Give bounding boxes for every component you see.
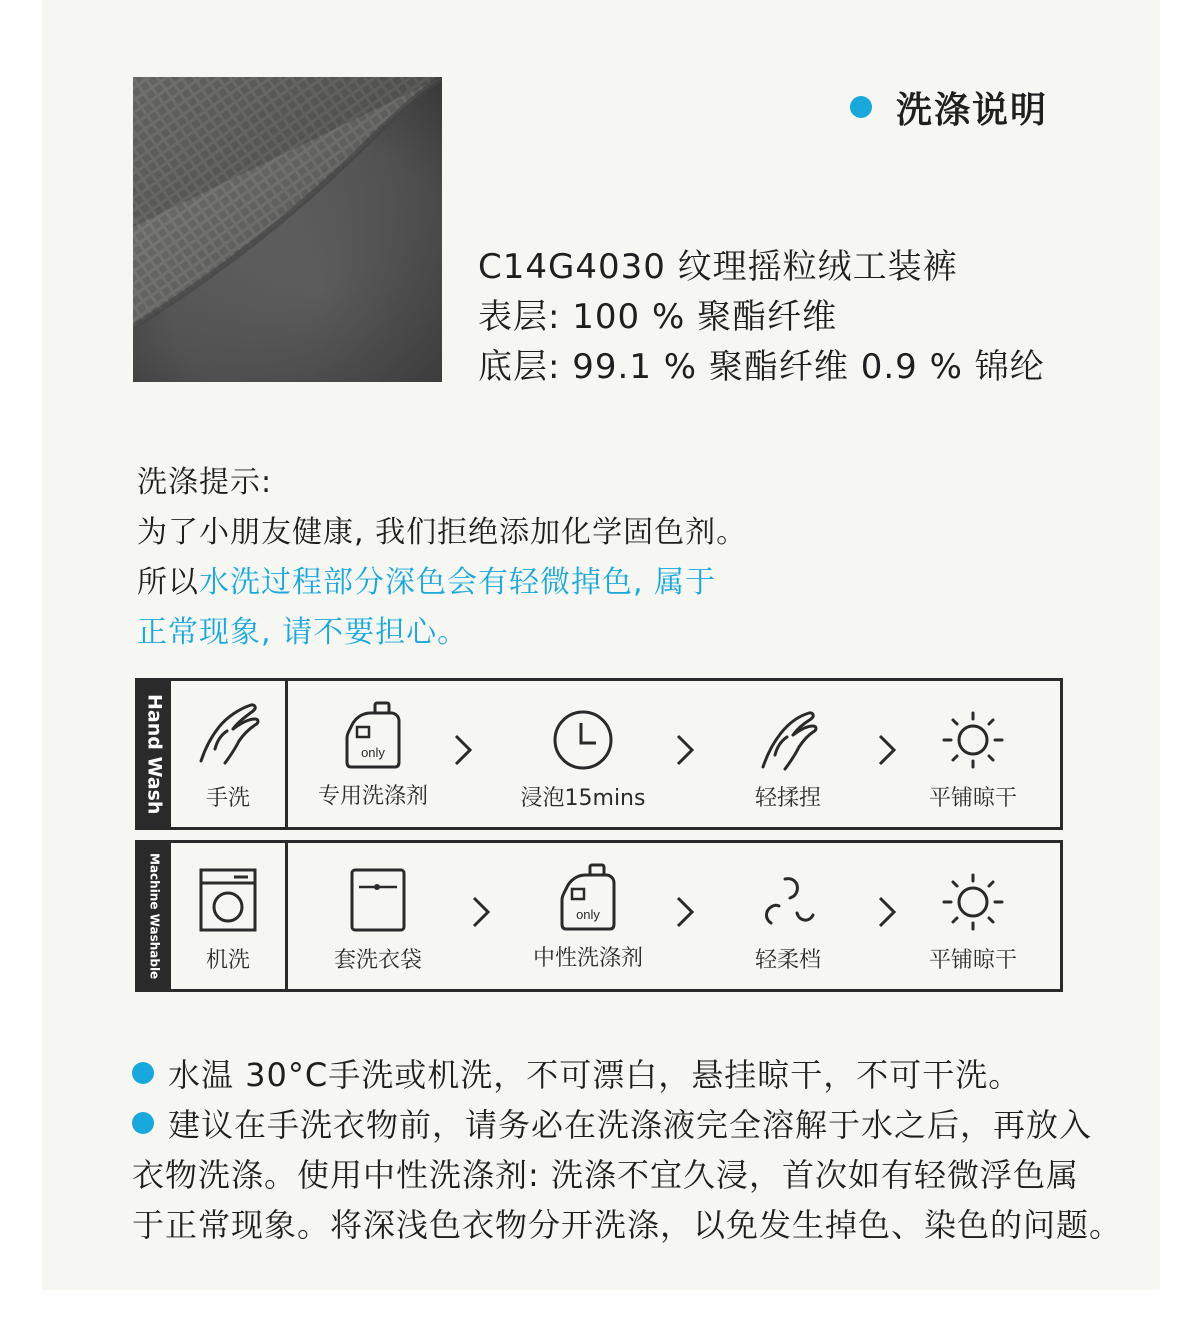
detergent-bottle-icon <box>345 701 401 769</box>
step-label: 平铺晾干 <box>928 948 1017 973</box>
detergent-bottle-icon <box>560 863 616 931</box>
surface-composition: 表层: 100 % 聚酯纤维 <box>478 297 838 337</box>
machine-wash-row <box>135 840 1063 992</box>
hand-icon <box>193 701 263 767</box>
note-line-2-text: 建议在手洗衣物前，请务必在洗涤液完全溶解于水之后，再放入 <box>168 1106 1093 1144</box>
step-label: 轻柔档 <box>754 948 821 973</box>
chevron-right-icon <box>452 733 474 767</box>
detergent-badge: only <box>576 907 600 922</box>
washing-machine-icon <box>198 867 258 933</box>
hand-step-dry-flat <box>908 711 1038 812</box>
machine-wash-side-label <box>138 843 171 989</box>
step-label: 套洗衣袋 <box>333 948 422 973</box>
chevron-right-icon <box>876 895 898 929</box>
product-name: C14G4030 纹理摇粒绒工装裤 <box>478 247 958 287</box>
step-label: 平铺晾干 <box>928 786 1017 811</box>
step-label: 浸泡15mins <box>520 786 646 811</box>
bullet-dot <box>132 1062 154 1084</box>
tips-line-3: 正常现象, 请不要担心。 <box>137 615 469 650</box>
section-title-text: 洗涤说明 <box>896 89 1049 131</box>
note-line-3: 衣物洗涤。使用中性洗涤剂: 洗涤不宜久浸，首次如有轻微浮色属 <box>132 1156 1079 1194</box>
detergent-badge: only <box>361 745 385 760</box>
machine-step-laundry-bag <box>313 867 443 974</box>
hand-wash-main-cell <box>171 681 288 827</box>
hand-wash-side-label <box>138 681 171 827</box>
machine-wash-side-text: Machine Washable <box>147 852 162 980</box>
machine-step-gentle <box>723 873 853 974</box>
hand-step-knead <box>723 709 853 812</box>
tips-heading: 洗涤提示: <box>137 465 273 500</box>
tips-line-1: 为了小朋友健康, 我们拒绝添加化学固色剂。 <box>137 515 748 550</box>
hand-wash-side-text: Hand Wash <box>143 693 166 815</box>
machine-wash-main-cell <box>171 843 288 989</box>
machine-step-dry-flat <box>908 873 1038 974</box>
chevron-right-icon <box>470 895 492 929</box>
section-title <box>850 82 1048 132</box>
note-line-4: 于正常现象。将深浅色衣物分开洗涤，以免发生掉色、染色的问题。 <box>132 1206 1123 1244</box>
note-line-1-text: 水温 30°C手洗或机洗，不可漂白，悬挂晾干，不可干洗。 <box>168 1056 1022 1094</box>
base-composition: 底层: 99.1 % 聚酯纤维 0.9 % 锦纶 <box>478 347 1045 387</box>
chevron-right-icon <box>674 895 696 929</box>
bullet-dot <box>132 1112 154 1134</box>
hand-icon <box>757 709 819 771</box>
chevron-right-icon <box>876 733 898 767</box>
chevron-right-icon <box>674 733 696 767</box>
hand-wash-label: 手洗 <box>205 786 250 811</box>
tips-line-2-prefix: 所以 <box>137 565 199 600</box>
clock-icon <box>552 709 614 771</box>
machine-step-detergent <box>518 863 658 972</box>
tips-line-2-highlight: 水洗过程部分深色会有轻微掉色, 属于 <box>199 565 717 600</box>
hand-step-soak <box>508 709 658 812</box>
note-line-2 <box>132 1100 1092 1150</box>
note-line-1 <box>132 1050 1021 1100</box>
step-label: 轻揉捏 <box>754 786 821 811</box>
hand-step-detergent <box>308 701 438 810</box>
tips-line-2 <box>137 558 716 608</box>
hand-wash-row <box>135 678 1063 830</box>
bullet-dot <box>850 96 872 118</box>
step-label: 专用洗涤剂 <box>317 784 428 809</box>
step-label: 中性洗涤剂 <box>532 946 643 971</box>
fabric-texture-photo <box>133 77 442 382</box>
machine-wash-label: 机洗 <box>205 948 250 973</box>
sun-icon <box>942 711 1004 769</box>
gentle-cycle-icon <box>757 873 819 933</box>
sun-icon <box>942 873 1004 931</box>
laundry-bag-icon <box>349 867 407 933</box>
